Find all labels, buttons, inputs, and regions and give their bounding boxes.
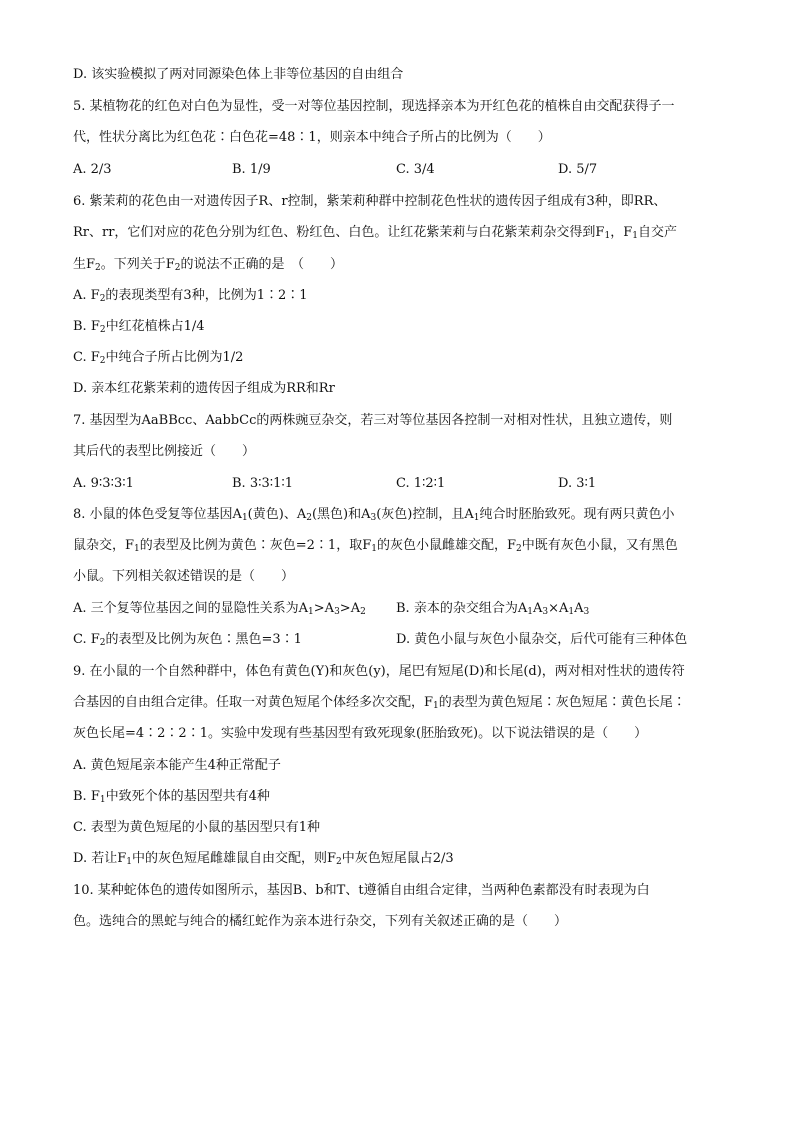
q9-stem-line-3: 灰色长尾=4∶2∶2∶1。实验中发现有些基因型有致死现象(胚胎致死)。以下说法错误的是（ ） [73,726,648,741]
q6-stem-line-2: Rr、rr，它们对应的花色分别为红色、粉红色、白色。让红花紫茉莉与白花紫茉莉杂交得到$F_1$，$F_1$自交产 [73,225,677,241]
q10-stem-line-2: 色。选纯合的黑蛇与纯合的橘红蛇作为亲本进行杂交，下列有关叙述正确的是（ ） [73,914,568,929]
q8-stem-line-2: 鼠杂交，$F_1$的表型及比例为黄色∶灰色=2∶1，取$F_1$的灰色小鼠雌雄交配，$F_2$中既有灰色小鼠，又有黑色 [73,538,678,554]
q6-stem-line-3: 生$F_2$。下列关于$F_2$的说法不正确的是 （ ） [73,257,344,273]
q9-option-b: B. $F_1$中致死个体的基因型共有4种 [73,789,270,805]
q9-stem-line-2: 合基因的自由组合定律。任取一对黄色短尾个体经多次交配，$F_1$的表型为黄色短尾∶灰色短尾∶黄色长尾∶ [73,695,686,711]
q6-option-a: A. $F_2$的表现类型有3种，比例为1∶2∶1 [73,288,308,304]
q7-option-b: B. 3∶3∶1∶1 [232,476,294,491]
q4-option-d: D. 该实验模拟了两对同源染色体上非等位基因的自由组合 [73,67,404,82]
q6-option-c: C. $F_2$中纯合子所占比例为1/2 [73,350,244,366]
q7-option-a: A. 9∶3∶3∶1 [73,476,134,491]
q8-option-b: B. 亲本的杂交组合为$A_1A_3\times A_1A_3$ [396,601,590,617]
q9-option-d: D. 若让$F_1$中的灰色短尾雌雄鼠自由交配，则$F_2$中灰色短尾鼠占2/3 [73,851,454,867]
q5-stem-line-1: 5. 某植物花的红色对白色为显性，受一对等位基因控制，现选择亲本为开红色花的植株自由交配获得子一 [73,99,675,114]
q9-option-a: A. 黄色短尾亲本能产生4种正常配子 [73,758,281,773]
q5-option-d: D. 5/7 [558,162,598,177]
q5-option-a: A. 2/3 [73,162,112,177]
q8-stem-line-1: 8. 小鼠的体色受复等位基因$A_1$(黄色)、$A_2$(黑色)和$A_3$(灰色)控制，且$A_1$纯合时胚胎致死。现有两只黄色小 [73,507,675,523]
q5-option-c: C. 3/4 [396,162,435,177]
q6-option-d: D. 亲本红花紫茉莉的遗传因子组成为RR和Rr [73,381,335,396]
q8-stem-line-3: 小鼠。下列相关叙述错误的是（ ） [73,569,295,584]
q8-option-a: A. 三个复等位基因之间的显隐性关系为$A_1>A_3>A_2$ [73,601,366,617]
q8-option-d: D. 黄色小鼠与灰色小鼠杂交，后代可能有三种体色 [396,632,688,647]
q5-stem-line-2: 代，性状分离比为红色花∶白色花=48∶1，则亲本中纯合子所占的比例为（ ） [73,130,551,145]
q6-stem-line-1: 6. 紫茉莉的花色由一对遗传因子R、r控制，紫茉莉种群中控制花色性状的遗传因子组成有3种，即RR、 [73,194,667,209]
q9-option-c: C. 表型为黄色短尾的小鼠的基因型只有1种 [73,820,321,835]
q7-stem-line-1: 7. 基因型为AaBBcc、AabbCc的两株豌豆杂交，若三对等位基因各控制一对相对性状，且独立遗传，则 [73,413,673,428]
q10-stem-line-1: 10. 某种蛇体色的遗传如图所示，基因B、b和T、t遵循自由组合定律，当两种色素都没有时表现为白 [73,883,650,898]
q5-option-b: B. 1/9 [232,162,271,177]
q7-option-c: C. 1∶2∶1 [396,476,446,491]
q9-stem-line-1: 9. 在小鼠的一个自然种群中，体色有黄色(Y)和灰色(y)，尾巴有短尾(D)和长尾(d)，两对相对性状的遗传符 [73,664,685,679]
q8-option-c: C. $F_2$的表型及比例为灰色∶黑色=3∶1 [73,632,302,648]
q7-stem-line-2: 其后代的表型比例接近（ ） [73,444,256,459]
q7-option-d: D. 3∶1 [558,476,597,491]
q6-option-b: B. $F_2$中红花植株占1/4 [73,319,205,335]
